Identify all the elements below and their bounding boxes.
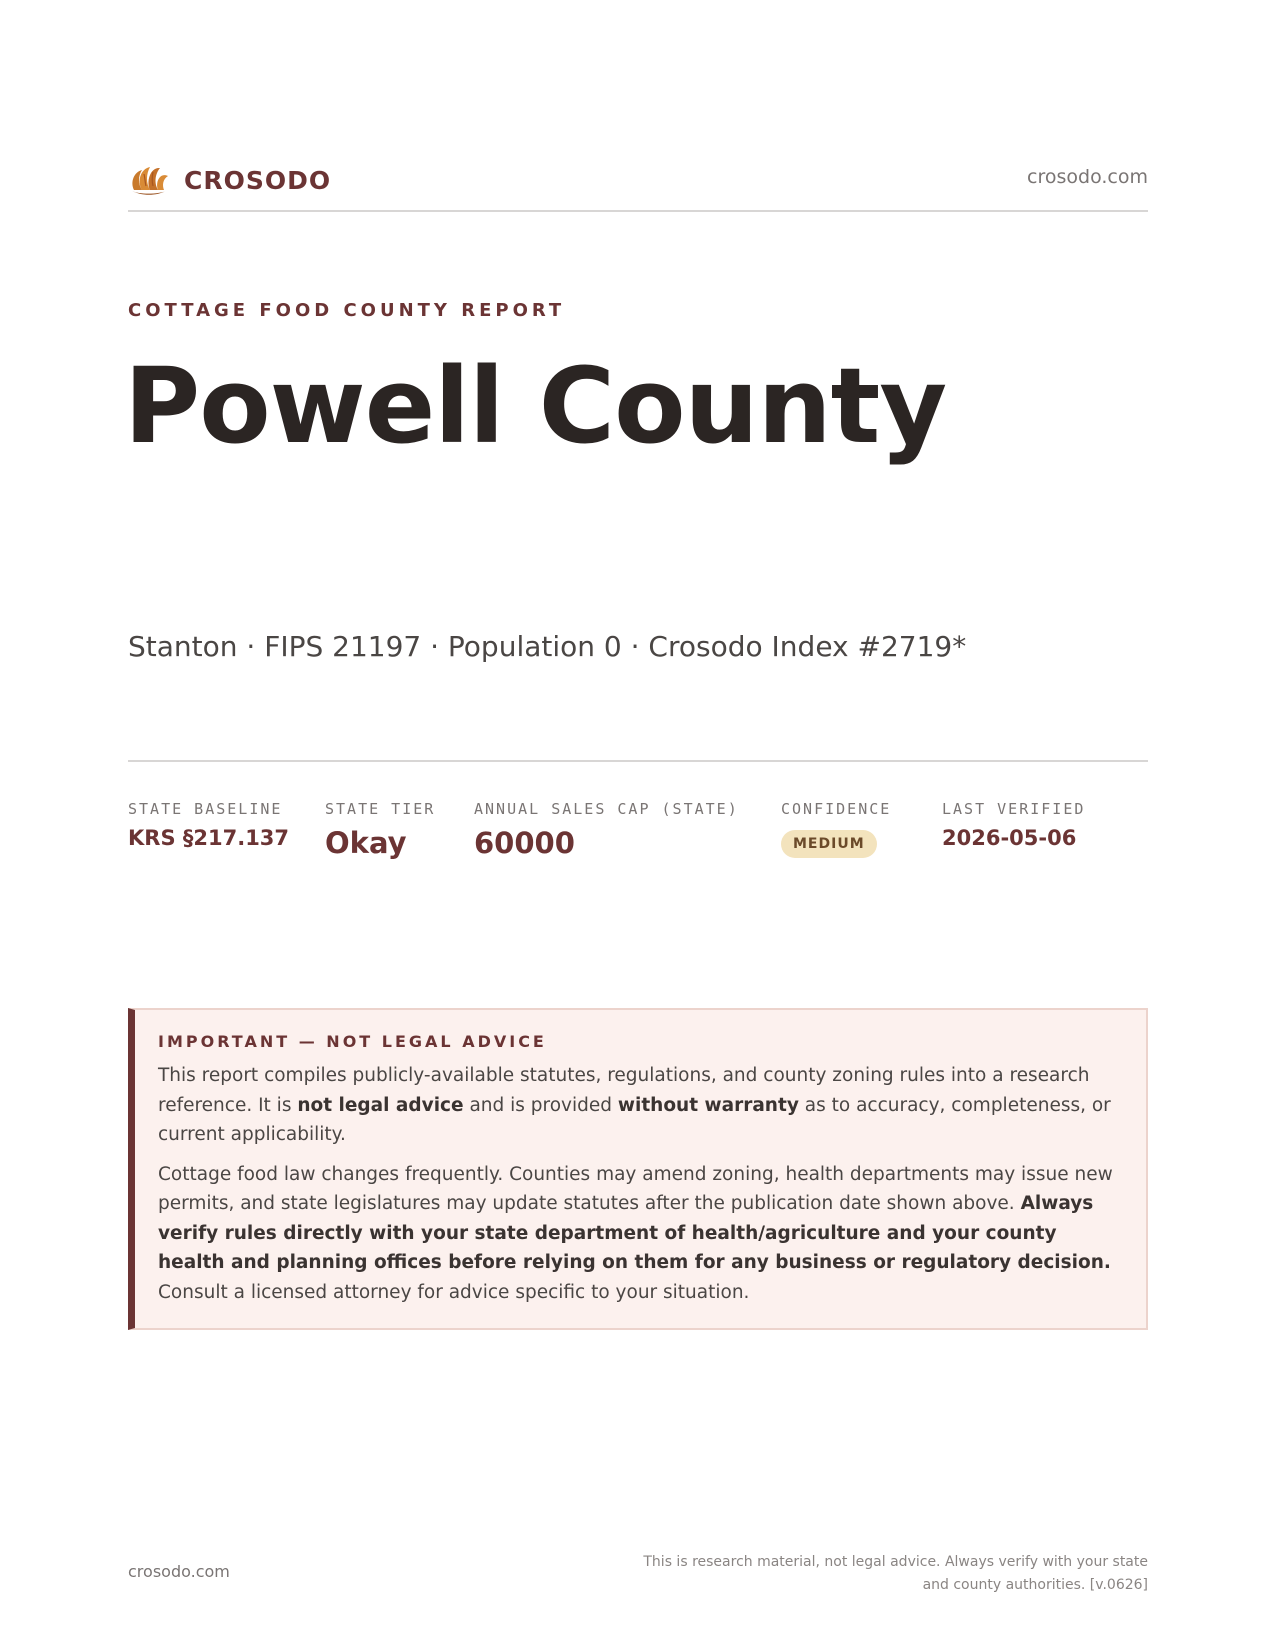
header-url-link[interactable]: crosodo.com (1027, 166, 1148, 188)
stat-value: KRS §217.137 (128, 826, 290, 850)
notice-text: This report compiles publicly-available statutes, regulations, and county zoning rules into a research reference. It is (158, 1065, 1090, 1116)
stat-sales-cap (474, 800, 739, 860)
notice-text: and is provided (463, 1094, 618, 1116)
stat-state-baseline (128, 800, 289, 850)
brand-name: CROSODO (184, 165, 332, 195)
notice-text: Cottage food law changes frequently. Counties may amend zoning, health departments may issue new permits, and state legislatures may update statutes after the publication date shown above. (158, 1163, 1113, 1214)
notice-paragraph-1 (158, 1061, 1120, 1150)
stat-value: Okay (325, 826, 407, 860)
confidence-badge: MEDIUM (781, 830, 877, 858)
footer-disclaimer-line: This is research material, not legal advice. Always verify with your state (643, 1554, 1148, 1570)
footer-disclaimer (628, 1551, 1148, 1597)
notice-emphasis: Always verify rules directly with your state department of health/agriculture and your county health and planning offices before relying on them for any business or regulatory decision. (158, 1193, 1111, 1273)
report-page (124, 0, 1148, 1650)
footer-disclaimer-line: and county authorities. [v.0626] (922, 1577, 1148, 1593)
page-title: Powell County (124, 345, 947, 467)
stat-label: STATE BASELINE (128, 800, 283, 818)
notice-text: Consult a licensed attorney for advice specific to your situation. (158, 1281, 750, 1303)
stat-last-verified (942, 800, 1085, 850)
stat-confidence (781, 800, 891, 858)
report-kicker: COTTAGE FOOD COUNTY REPORT (128, 300, 566, 321)
stat-value: 2026-05-06 (942, 826, 1077, 850)
notice-emphasis: without warranty (617, 1094, 799, 1116)
stat-state-tier (325, 800, 435, 860)
brand[interactable] (128, 160, 331, 200)
legal-notice (128, 1008, 1148, 1330)
notice-text: as to accuracy, completeness, or current applicability. (158, 1094, 1111, 1145)
croissant-icon (128, 160, 170, 200)
notice-title: IMPORTANT — NOT LEGAL ADVICE (158, 1032, 547, 1051)
stat-label: LAST VERIFIED (942, 800, 1086, 818)
stat-label: ANNUAL SALES CAP (STATE) (474, 800, 739, 818)
county-subtitle: Stanton · FIPS 21197 · Population 0 · Crosodo Index #2719* (128, 630, 967, 663)
stats-row (128, 760, 1148, 890)
page-header (128, 156, 1148, 212)
stat-label: CONFIDENCE (781, 800, 892, 818)
notice-paragraph-2 (158, 1160, 1120, 1308)
stat-value: 60000 (474, 826, 575, 860)
stat-label: STATE TIER (325, 800, 436, 818)
notice-emphasis: not legal advice (297, 1094, 464, 1116)
footer-url-link[interactable]: crosodo.com (128, 1562, 230, 1581)
